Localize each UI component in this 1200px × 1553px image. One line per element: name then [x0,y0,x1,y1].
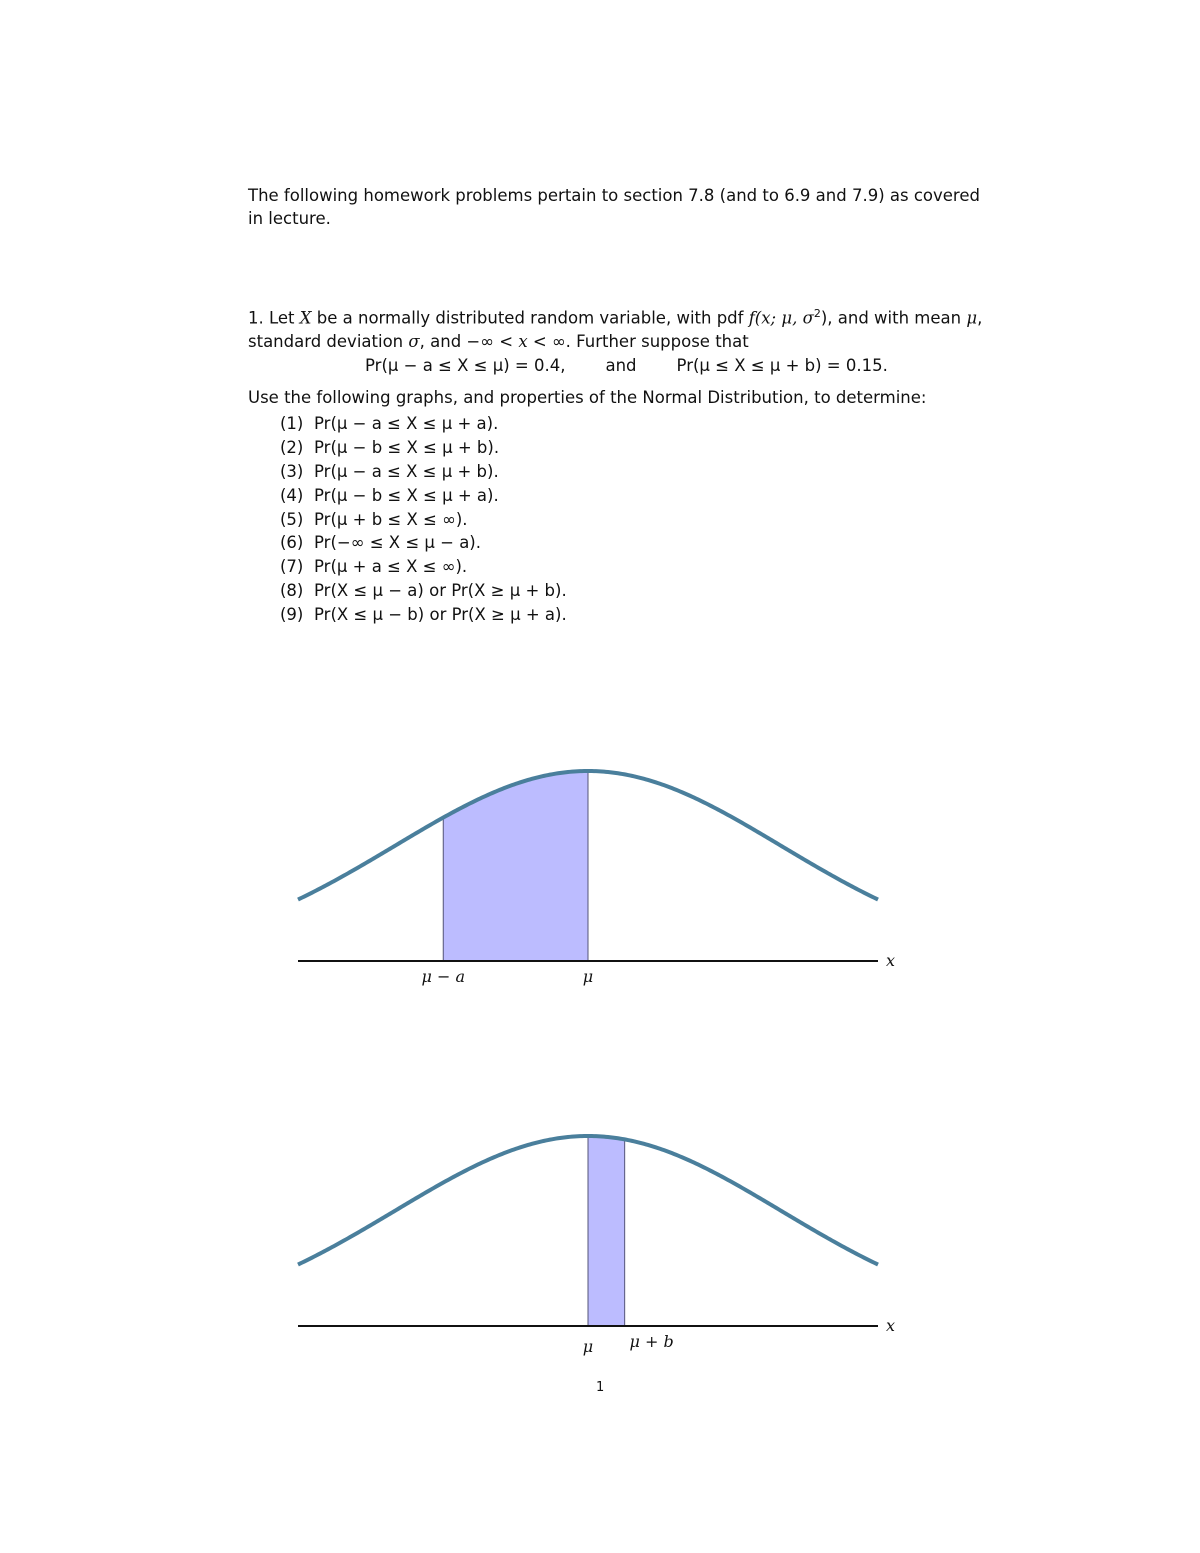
problem-text: ), and with mean [820,308,967,328]
question-list [280,414,567,629]
item-text: Pr(μ − a ≤ X ≤ μ + b). [314,461,499,481]
problem-text: < ∞. Further suppose that [527,331,749,351]
item-text: Pr(X ≤ μ − a) or Pr(X ≥ μ + b). [314,581,567,601]
problem-line-1 [248,302,982,330]
var-sigma: σ [408,331,420,351]
list-item [280,605,567,629]
problem-text: , and −∞ < [419,331,519,351]
item-number: (8) [280,581,304,601]
list-item [280,533,567,557]
normal-curve-graph-2 [0,1110,1200,1370]
normal-curve-graph-1 [0,740,1200,1000]
item-number: (6) [280,533,304,553]
given-equations [365,356,888,375]
list-item [280,414,567,438]
item-number: (4) [280,485,304,505]
item-number: (3) [280,461,304,481]
item-number: (1) [280,414,304,433]
item-text: Pr(μ − b ≤ X ≤ μ + b). [314,437,500,457]
item-text: Pr(X ≤ μ − b) or Pr(X ≥ μ + a). [314,605,567,625]
list-item [280,438,567,462]
item-text: Pr(μ − a ≤ X ≤ μ + a). [314,414,499,433]
var-mu: μ [966,308,978,328]
equation-right: Pr(μ ≤ X ≤ μ + b) = 0.15. [676,356,888,375]
list-item [280,557,567,581]
tick-label-mu-plus-b: μ + b [629,1332,674,1351]
shaded-region [588,1136,625,1326]
x-axis-label: x [886,1316,896,1335]
list-item [280,462,567,486]
list-item [280,581,567,605]
intro-line-2: in lecture. [248,209,331,228]
equation-and: and [605,356,637,375]
item-text: Pr(−∞ ≤ X ≤ μ − a). [314,533,481,553]
intro-line-1: The following homework problems pertain to section 7.8 (and to 6.9 and 7.9) as covered [248,186,980,205]
x-axis-label: x [886,951,896,970]
pdf-expression: f(x; μ, σ [748,308,814,328]
list-item [280,510,567,534]
item-text: Pr(μ + a ≤ X ≤ ∞). [314,557,468,577]
var-X: X [299,308,312,328]
item-text: Pr(μ + b ≤ X ≤ ∞). [314,509,468,529]
problem-text: standard deviation [248,331,409,351]
page-number: 1 [596,1380,605,1395]
pdf-exponent: 2 [813,307,821,320]
problem-statement [248,302,982,353]
equation-left: Pr(μ − a ≤ X ≤ μ) = 0.4, [365,356,566,375]
problem-line-2 [248,330,982,353]
var-x: x [518,331,528,351]
item-number: (7) [280,557,304,577]
instruction-text: Use the following graphs, and properties of the Normal Distribution, to determine: [248,388,927,407]
tick-label-mu: μ [582,967,594,986]
item-number: (5) [280,509,304,529]
problem-text: 1. Let [248,308,300,328]
tick-label-mu: μ [582,1337,594,1356]
item-text: Pr(μ − b ≤ X ≤ μ + a). [314,485,499,505]
intro-paragraph [248,184,980,230]
item-number: (2) [280,437,304,457]
tick-label-mu-minus-a: μ − a [421,967,466,986]
list-item [280,486,567,510]
item-number: (9) [280,605,304,625]
problem-text: be a normally distributed random variable, with pdf [311,308,749,328]
shaded-region [443,771,588,961]
problem-text: , [977,308,983,328]
